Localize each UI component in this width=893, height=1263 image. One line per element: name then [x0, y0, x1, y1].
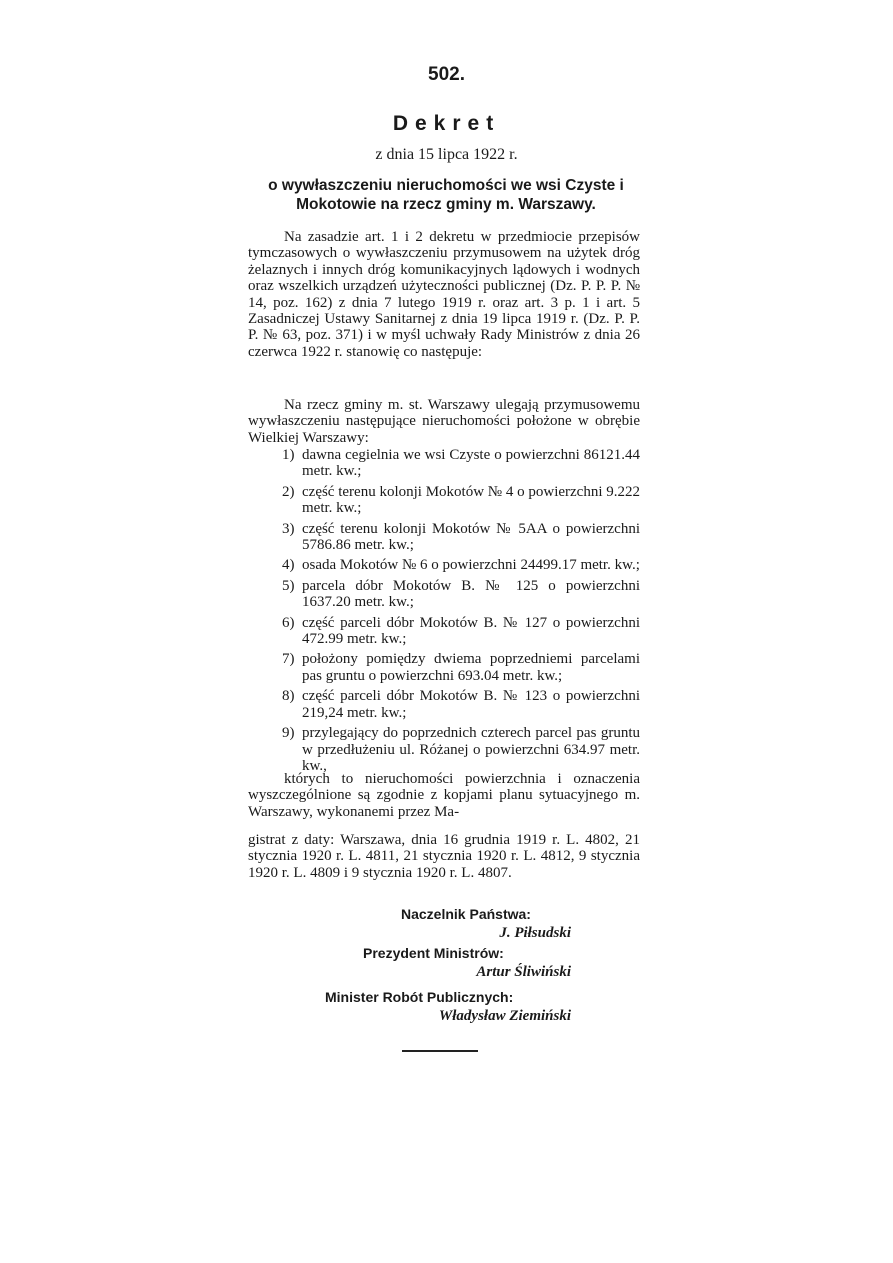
property-list — [282, 447, 640, 778]
section-divider — [402, 1050, 478, 1052]
item-text: osada Mokotów № 6 o powierzchni 24499.17 metr. kw.; — [302, 557, 640, 574]
list-item — [282, 688, 640, 721]
item-number: 8) — [282, 688, 295, 705]
signature-prime-minister — [363, 944, 571, 981]
item-number: 5) — [282, 577, 295, 594]
signature-head-of-state — [401, 905, 571, 942]
paragraph-plan-reference: których to nieruchomości powierzchnia i oznaczenia wyszczególnione są zgodnie z kopjami planu sytuacyjnego m. Warszawy, wykonanemi przez Ma- — [248, 771, 640, 820]
item-number: 9) — [282, 725, 295, 742]
paragraph-magistrate-dates: gistrat z daty: Warszawa, dnia 16 grudnia 1919 r. L. 4802, 21 stycznia 1920 r. L. 4811, 21 stycznia 1920 r. L. 4812, 9 stycznia 1920 r. L. 4809 i 9 stycznia 1920 r. L. 4807. — [248, 832, 640, 881]
item-text: część parceli dóbr Mokotów B. № 127 o powierzchni 472.99 metr. kw.; — [302, 614, 640, 648]
list-item — [282, 725, 640, 774]
item-number: 7) — [282, 651, 295, 668]
item-text: część terenu kolonji Mokotów № 4 o powierzchni 9.222 metr. kw.; — [302, 483, 640, 517]
item-text: parcela dóbr Mokotów B. № 125 o powierzchni 1637.20 metr. kw.; — [302, 577, 640, 611]
list-item — [282, 484, 640, 517]
list-item — [282, 578, 640, 611]
item-number: 6) — [282, 614, 295, 631]
document-subject: o wywłaszczeniu nieruchomości we wsi Czyste i Mokotowie na rzecz gminy m. Warszawy. — [268, 177, 624, 213]
signature-name: J. Piłsudski — [499, 925, 571, 941]
item-number: 1) — [282, 447, 295, 463]
list-item — [282, 651, 640, 684]
signature-public-works-minister — [325, 988, 571, 1025]
document-title: Dekret — [392, 112, 501, 135]
page-number: 502. — [428, 64, 465, 85]
paragraph-expropriation: Na rzecz gminy m. st. Warszawy ulegają przymusowemu wywłaszczeniu następujące nieruchomości położone w obrębie Wielkiej Warszawy: — [248, 397, 640, 446]
item-number: 3) — [282, 520, 295, 537]
item-text: położony pomiędzy dwiema poprzedniemi parcelami pas gruntu o powierzchni 693.04 metr. kw.; — [302, 651, 640, 684]
item-text: przylegający do poprzednich czterech parcel pas gruntu w przedłużeniu ul. Różanej o powierzchni 634.97 metr. kw., — [302, 725, 640, 774]
paragraph-legal-basis: Na zasadzie art. 1 i 2 dekretu w przedmiocie przepisów tymczasowych o wywłaszczeniu przymusowem na użytek dróg żelaznych i innych dróg komunikacyjnych lądowych i wodnych oraz wszelkich urządzeń użyteczności publicznej (Dz. P. P. P. № 14, poz. 162) z dnia 7 lutego 1919 r. oraz art. 3 p. 1 i art. 5 Zasadniczej Ustawy Sanitarnej z dnia 19 lipca 1919 r. (Dz. P. P. P. № 63, poz. 371) i w myśl uchwały Rady Ministrów z dnia 26 czerwca 1922 r. stanowię co następuje: — [248, 229, 640, 360]
list-item — [282, 521, 640, 554]
list-item — [282, 557, 640, 573]
list-item — [282, 447, 640, 480]
list-item — [282, 615, 640, 648]
signature-title: Minister Robót Publicznych: — [325, 989, 514, 1005]
document-date: z dnia 15 lipca 1922 r. — [375, 146, 518, 163]
item-number: 4) — [282, 557, 295, 574]
signature-name: Władysław Ziemiński — [438, 1008, 571, 1024]
signature-title: Naczelnik Państwa: — [401, 906, 531, 922]
signature-title: Prezydent Ministrów: — [363, 945, 504, 961]
signature-name: Artur Śliwiński — [476, 964, 571, 980]
item-text: część terenu kolonji Mokotów № 5AA o powierzchni 5786.86 metr. kw.; — [302, 520, 640, 554]
item-text: dawna cegielnia we wsi Czyste o powierzchni 86121.44 metr. kw.; — [302, 447, 640, 480]
item-number: 2) — [282, 483, 295, 500]
item-text: część parceli dóbr Mokotów B. № 123 o powierzchni 219,24 metr. kw.; — [302, 688, 640, 721]
